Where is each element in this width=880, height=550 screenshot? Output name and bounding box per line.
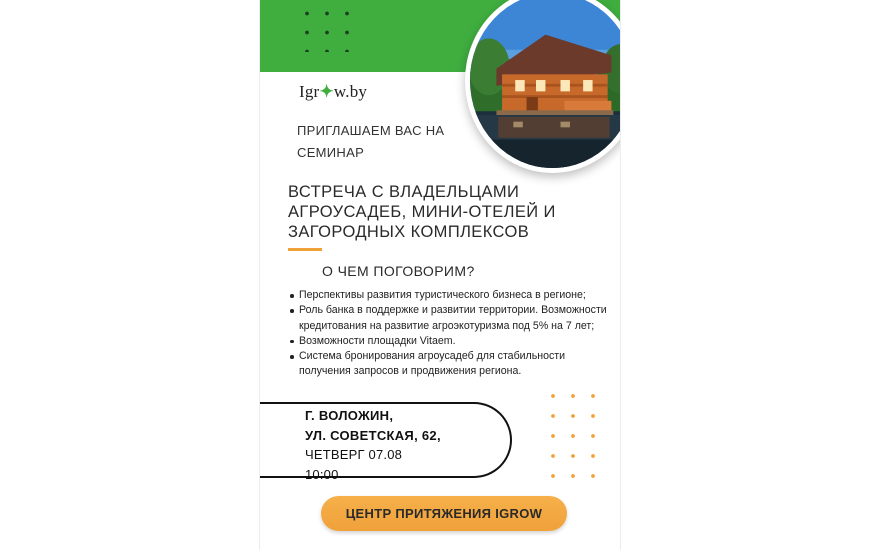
invitation-text: ПРИГЛАШАЕМ ВАС НА СЕМИНАР <box>297 123 445 160</box>
igrow-center-button[interactable]: ЦЕНТР ПРИТЯЖЕНИЯ IGROW <box>321 496 567 531</box>
list-item: Система бронирования агроусадеб для стабильности получения запросов и продвижения региона. <box>290 349 615 380</box>
list-item: Возможности площадки Vitaem. <box>290 334 615 349</box>
event-date: ЧЕТВЕРГ 07.08 <box>305 447 403 462</box>
leaf-icon: ✦ <box>319 82 334 101</box>
seminar-flyer <box>259 0 621 550</box>
list-item: Роль банка в поддержке и развитии территории. Возможности кредитования на развитие агроэкотуризма под 5% на 7 лет; <box>290 303 615 334</box>
list-item: Перспективы развития туристического бизнеса в регионе; <box>290 288 615 303</box>
house-photo-illustration <box>470 0 621 168</box>
topics-list <box>290 288 615 380</box>
decorative-dots-orange <box>543 386 599 478</box>
headline-divider <box>288 248 322 251</box>
event-time: 10:00 <box>305 466 339 482</box>
address-street: УЛ. СОВЕТСКАЯ, 62, <box>305 427 441 443</box>
country-house-photo <box>465 0 621 173</box>
logo-text-prefix: Igr <box>299 82 320 101</box>
event-address <box>305 406 505 484</box>
topics-subheading: О ЧЕМ ПОГОВОРИМ? <box>322 263 475 279</box>
logo-text-suffix: w.by <box>333 82 368 101</box>
address-city: Г. ВОЛОЖИН, <box>305 408 394 423</box>
seminar-headline: ВСТРЕЧА С ВЛАДЕЛЬЦАМИ АГРОУСАДЕБ, МИНИ-ОТЕЛЕЙ И ЗАГОРОДНЫХ КОМПЛЕКСОВ <box>288 183 556 241</box>
decorative-dots-dark <box>297 4 349 52</box>
igrow-logo <box>299 82 367 102</box>
